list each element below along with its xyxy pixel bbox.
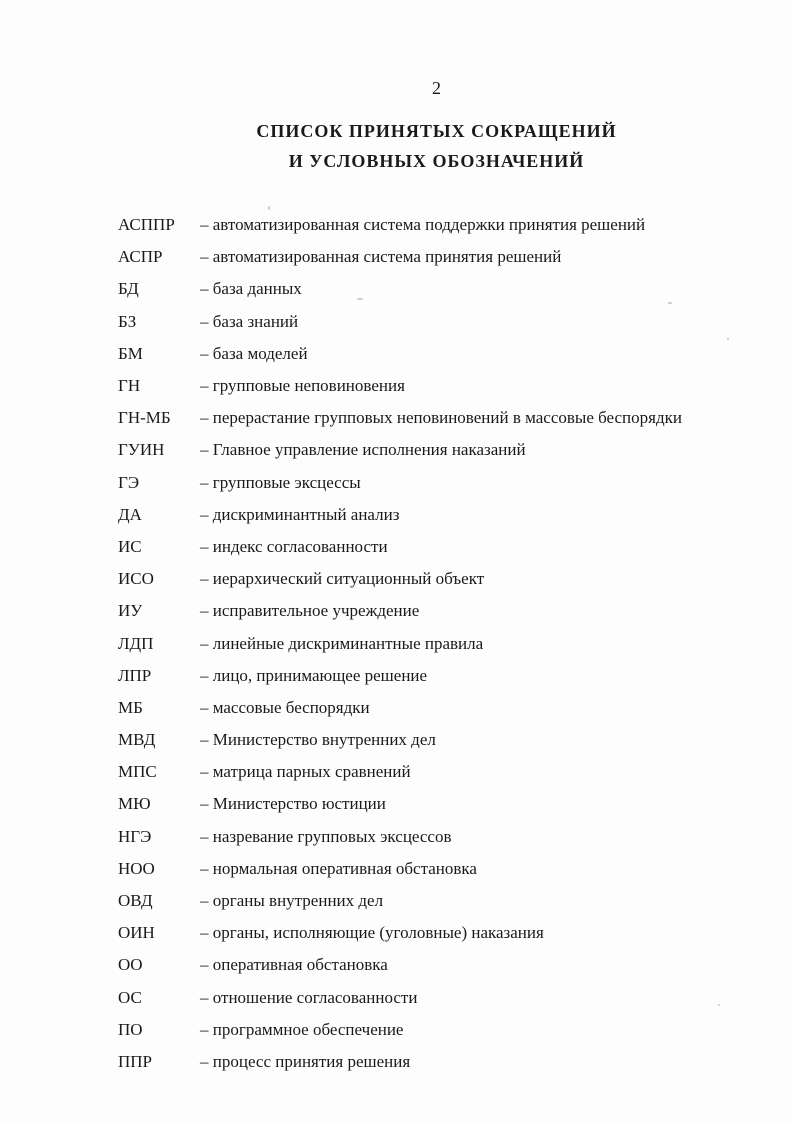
abbreviation-definition: – автоматизированная система принятия решений [200, 247, 562, 267]
abbreviation-definition: – Министерство внутренних дел [200, 730, 436, 750]
abbreviation-definition: – Министерство юстиции [200, 794, 386, 814]
scan-speck [268, 206, 270, 210]
abbreviation-definition: – Главное управление исполнения наказаний [200, 440, 526, 460]
abbreviation-term: НОО [118, 858, 155, 878]
list-item [118, 306, 768, 338]
list-item [118, 402, 768, 434]
list-item [118, 756, 768, 788]
abbreviation-definition: – нормальная оперативная обстановка [200, 858, 477, 878]
scan-speck [668, 302, 672, 304]
abbreviation-definition: – база моделей [200, 343, 308, 363]
list-item [118, 821, 768, 853]
scan-speck [718, 1004, 720, 1006]
list-item [118, 692, 768, 724]
abbreviation-term: ГН [118, 376, 141, 396]
list-item [118, 434, 768, 466]
abbreviation-term: ГУИН [118, 440, 165, 460]
page-title [40, 116, 793, 176]
list-item [118, 917, 768, 949]
list-item [118, 724, 768, 756]
abbreviation-definition: – органы внутренних дел [200, 891, 384, 911]
abbreviation-term: БД [118, 279, 139, 299]
abbreviation-term: МВД [118, 730, 156, 750]
abbreviation-term: ГН-МБ [118, 408, 171, 428]
abbreviation-term: ОВД [118, 891, 153, 911]
abbreviation-definition: – оперативная обстановка [200, 955, 388, 975]
abbreviation-definition: – автоматизированная система поддержки принятия решений [200, 215, 646, 235]
list-item [118, 273, 768, 305]
abbreviation-definition: – индекс согласованности [200, 536, 388, 556]
title-line-1: СПИСОК ПРИНЯТЫХ СОКРАЩЕНИЙ [256, 121, 617, 141]
list-item [118, 788, 768, 820]
abbreviation-term: МБ [118, 697, 143, 717]
abbreviation-term: НГЭ [118, 826, 152, 846]
abbreviation-definition: – групповые неповиновения [200, 376, 405, 396]
abbreviation-definition: – иерархический ситуационный объект [200, 569, 485, 589]
abbreviation-term: МЮ [118, 794, 151, 814]
abbreviation-definition: – групповые эксцессы [200, 472, 361, 492]
title-line-2: И УСЛОВНЫХ ОБОЗНАЧЕНИЙ [288, 151, 585, 171]
abbreviation-term: МПС [118, 762, 157, 782]
list-item [118, 595, 768, 627]
list-item [118, 563, 768, 595]
list-item [118, 338, 768, 370]
abbreviation-definition: – лицо, принимающее решение [200, 665, 428, 685]
abbreviation-term: ОС [118, 987, 142, 1007]
abbreviation-term: АСПР [118, 247, 163, 267]
list-item [118, 531, 768, 563]
abbreviation-definition: – программное обеспечение [200, 1019, 404, 1039]
abbreviation-definition: – база данных [200, 279, 302, 299]
abbreviation-term: ЛДП [118, 633, 154, 653]
abbreviation-definition: – органы, исполняющие (уголовные) наказания [200, 923, 544, 943]
abbreviation-definition: – процесс принятия решения [200, 1051, 411, 1071]
list-item [118, 467, 768, 499]
list-item [118, 370, 768, 402]
abbreviation-term: ГЭ [118, 472, 140, 492]
abbreviation-term: ИС [118, 536, 142, 556]
abbreviation-term: АСППР [118, 215, 175, 235]
abbreviation-definition: – массовые беспорядки [200, 697, 370, 717]
abbreviation-list [118, 209, 768, 1078]
scan-speck [727, 338, 729, 340]
page-number: 2 [432, 78, 441, 98]
list-item [118, 241, 768, 273]
list-item [118, 499, 768, 531]
abbreviation-term: ОИН [118, 923, 155, 943]
list-item [118, 1014, 768, 1046]
abbreviation-term: ОО [118, 955, 143, 975]
list-item [118, 853, 768, 885]
list-item [118, 982, 768, 1014]
abbreviation-definition: – линейные дискриминантные правила [200, 633, 484, 653]
abbreviation-definition: – перерастание групповых неповиновений в массовые беспорядки [200, 408, 682, 428]
abbreviation-term: ПО [118, 1019, 143, 1039]
list-item [118, 209, 768, 241]
scan-speck [357, 298, 363, 300]
abbreviation-term: ИСО [118, 569, 154, 589]
list-item [118, 627, 768, 659]
abbreviation-definition: – дискриминантный анализ [200, 504, 400, 524]
abbreviation-term: БЗ [118, 311, 137, 331]
abbreviation-definition: – назревание групповых эксцессов [200, 826, 452, 846]
abbreviation-definition: – матрица парных сравнений [200, 762, 411, 782]
abbreviation-term: ЛПР [118, 665, 152, 685]
list-item [118, 949, 768, 981]
list-item [118, 660, 768, 692]
list-item [118, 885, 768, 917]
list-item [118, 1046, 768, 1078]
abbreviation-term: ИУ [118, 601, 143, 621]
abbreviation-definition: – исправительное учреждение [200, 601, 420, 621]
abbreviation-term: БМ [118, 343, 143, 363]
abbreviation-term: ДА [118, 504, 142, 524]
abbreviation-term: ППР [118, 1051, 153, 1071]
abbreviation-definition: – отношение согласованности [200, 987, 418, 1007]
abbreviation-definition: – база знаний [200, 311, 299, 331]
